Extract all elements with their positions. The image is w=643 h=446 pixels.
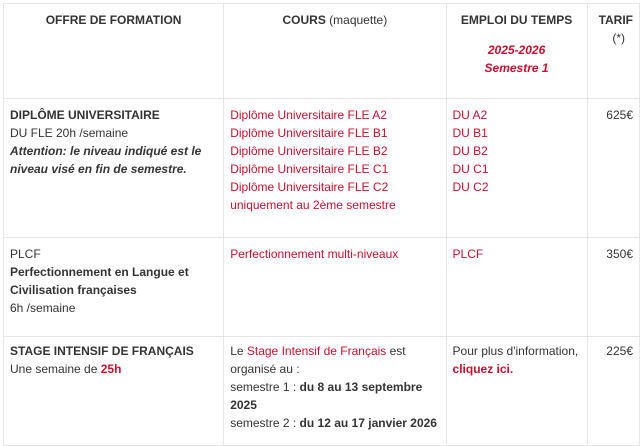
- header-emploi: [446, 4, 587, 99]
- offre-note: Attention: le niveau indiqué est le niveau visé en fin de semestre.: [10, 144, 202, 176]
- emploi-link-plcf[interactable]: PLCF: [452, 247, 484, 261]
- cours-link-b2[interactable]: Diplôme Universitaire FLE B2: [230, 144, 388, 158]
- offre-hours: 25h: [100, 362, 122, 376]
- cours-link-plcf[interactable]: Perfectionnement multi-niveaux: [230, 247, 399, 261]
- table-row: [4, 238, 640, 337]
- cours-cell: [224, 337, 446, 446]
- header-offre: [4, 4, 224, 99]
- header-row: [4, 4, 640, 99]
- offre-subtitle: Perfectionnement en Langue et Civilisation françaises: [10, 265, 189, 297]
- offre-cell: [4, 238, 224, 337]
- cours-link-c2-note[interactable]: uniquement au 2ème semestre: [230, 198, 396, 212]
- emploi-cell: [446, 238, 587, 337]
- emploi-info-text: Pour plus d'information,: [452, 344, 579, 358]
- emploi-link-du-a2[interactable]: DU A2: [452, 108, 488, 122]
- header-tarif: [587, 4, 639, 99]
- offre-subtitle: Une semaine de: [10, 362, 101, 376]
- header-cours-label: COURS: [282, 13, 326, 27]
- cours-link-b1[interactable]: Diplôme Universitaire FLE B1: [230, 126, 388, 140]
- header-emploi-semester: Semestre 1: [484, 61, 549, 75]
- tarif-cell: [587, 99, 639, 238]
- emploi-cell: [446, 99, 587, 238]
- cliquez-ici-link[interactable]: cliquez ici.: [452, 362, 514, 376]
- offre-cell: [4, 99, 224, 238]
- cours-intro-suffix: est organisé au :: [230, 344, 406, 376]
- formation-table: [3, 3, 640, 446]
- emploi-link-du-c2[interactable]: DU C2: [452, 180, 489, 194]
- tarif-value: 625€: [606, 108, 633, 122]
- header-emploi-year: 2025-2026: [487, 43, 546, 57]
- semestre1-label: semestre 1 :: [230, 380, 300, 394]
- emploi-link-du-c1[interactable]: DU C1: [452, 162, 489, 176]
- tarif-value: 225€: [606, 344, 633, 358]
- emploi-link-du-b2[interactable]: DU B2: [452, 144, 488, 158]
- offre-title: DIPLÔME UNIVERSITAIRE: [10, 108, 160, 122]
- tarif-value: 350€: [606, 247, 633, 261]
- cours-link-a2[interactable]: Diplôme Universitaire FLE A2: [230, 108, 387, 122]
- cours-cell: [224, 99, 446, 238]
- header-offre-label: OFFRE DE FORMATION: [45, 13, 182, 27]
- offre-hours: 6h /semaine: [10, 301, 76, 315]
- table-row: [4, 337, 640, 446]
- cours-link-c1[interactable]: Diplôme Universitaire FLE C1: [230, 162, 389, 176]
- header-tarif-note: (*): [612, 31, 625, 45]
- cours-cell: [224, 238, 446, 337]
- semestre2-label: semestre 2 :: [230, 416, 300, 430]
- offre-title: STAGE INTENSIF DE FRANÇAIS: [10, 344, 194, 358]
- header-cours: [224, 4, 446, 99]
- semestre2-dates: du 12 au 17 janvier 2026: [299, 416, 437, 430]
- tarif-cell: [587, 238, 639, 337]
- header-cours-suffix: (maquette): [329, 13, 388, 27]
- table-row: [4, 99, 640, 238]
- header-tarif-label: TARIF: [598, 13, 633, 27]
- header-emploi-label: EMPLOI DU TEMPS: [460, 13, 573, 27]
- stage-intensif-link[interactable]: Stage Intensif de Français: [246, 344, 387, 358]
- cours-link-c2[interactable]: Diplôme Universitaire FLE C2: [230, 180, 389, 194]
- offre-cell: [4, 337, 224, 446]
- offre-subtitle: DU FLE 20h /semaine: [10, 126, 129, 140]
- emploi-link-du-b1[interactable]: DU B1: [452, 126, 488, 140]
- semestre1-dates: du 8 au 13 septembre 2025: [230, 380, 423, 412]
- offre-title: PLCF: [10, 247, 41, 261]
- tarif-cell: [587, 337, 639, 446]
- cours-intro-prefix: Le: [230, 344, 247, 358]
- emploi-cell: [446, 337, 587, 446]
